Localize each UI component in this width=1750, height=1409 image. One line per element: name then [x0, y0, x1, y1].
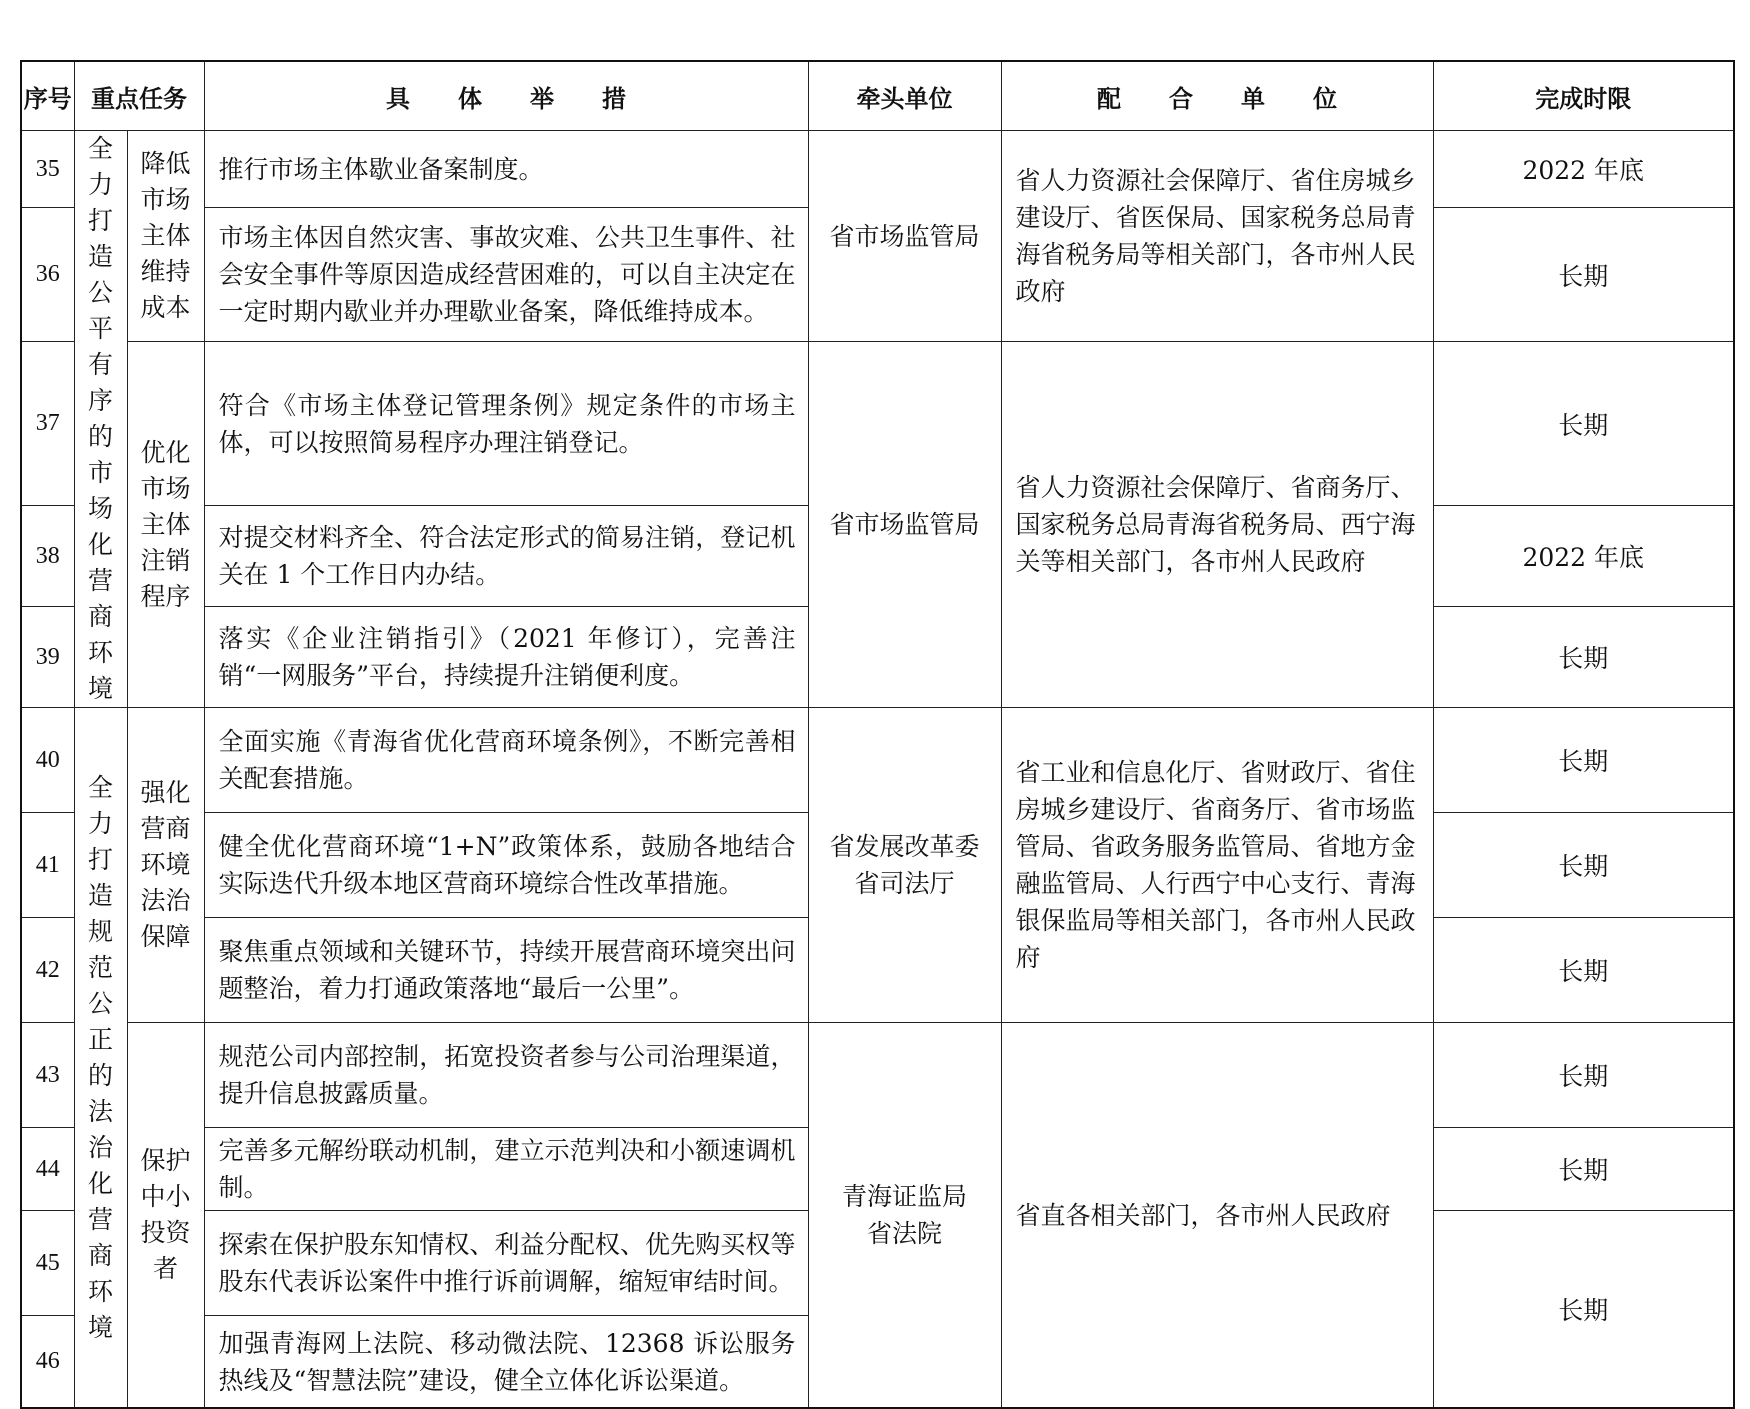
measure-cell: 推行市场主体歇业备案制度。	[204, 131, 808, 208]
table-row	[21, 708, 1734, 813]
deadline-cell: 长期	[1433, 813, 1734, 918]
lead-unit-cell: 省发展改革委 省司法厅	[808, 708, 1001, 1023]
measure-cell: 健全优化营商环境“1+N”政策体系，鼓励各地结合实际迭代升级本地区营商环境综合性改革措施。	[204, 813, 808, 918]
measure-cell: 规范公司内部控制，拓宽投资者参与公司治理渠道，提升信息披露质量。	[204, 1023, 808, 1128]
subtask-cell: 优化市场主体注销程序	[127, 342, 204, 708]
coop-unit-cell: 省工业和信息化厅、省财政厅、省住房城乡建设厅、省商务厅、省市场监管局、省政务服务监管局、省地方金融监管局、人行西宁中心支行、青海银保监局等相关部门，各市州人民政府	[1001, 708, 1433, 1023]
task-table-container	[20, 60, 1735, 1409]
measure-cell: 探索在保护股东知情权、利益分配权、优先购买权等股东代表诉讼案件中推行诉前调解，缩短审结时间。	[204, 1211, 808, 1316]
table-row	[21, 1023, 1734, 1128]
deadline-cell: 长期	[1433, 1211, 1734, 1409]
row-number: 46	[21, 1316, 74, 1409]
coop-unit-cell: 省人力资源社会保障厅、省商务厅、国家税务总局青海省税务局、西宁海关等相关部门，各市州人民政府	[1001, 342, 1433, 708]
deadline-cell: 长期	[1433, 918, 1734, 1023]
lead-unit-cell: 省市场监管局	[808, 131, 1001, 342]
measure-cell: 完善多元解纷联动机制，建立示范判决和小额速调机制。	[204, 1128, 808, 1211]
measure-cell: 落实《企业注销指引》（2021 年修订），完善注销“一网服务”平台，持续提升注销便利度。	[204, 607, 808, 708]
measure-cell: 加强青海网上法院、移动微法院、12368 诉讼服务热线及“智慧法院”建设，健全立体化诉讼渠道。	[204, 1316, 808, 1409]
measure-cell: 全面实施《青海省优化营商环境条例》，不断完善相关配套措施。	[204, 708, 808, 813]
subtask-cell: 降低市场主体维持成本	[127, 131, 204, 342]
measure-cell: 对提交材料齐全、符合法定形式的简易注销，登记机关在 1 个工作日内办结。	[204, 506, 808, 607]
row-number: 40	[21, 708, 74, 813]
row-number: 44	[21, 1128, 74, 1211]
deadline-cell: 长期	[1433, 208, 1734, 342]
coop-unit-cell: 省人力资源社会保障厅、省住房城乡建设厅、省医保局、国家税务总局青海省税务局等相关部门，各市州人民政府	[1001, 131, 1433, 342]
row-number: 42	[21, 918, 74, 1023]
header-measure: 具 体 举 措	[204, 61, 808, 131]
group-task-cell: 全力打造规范公正的法治化营商环境	[74, 708, 127, 1409]
deadline-cell: 长期	[1433, 1128, 1734, 1211]
header-num: 序号	[21, 61, 74, 131]
deadline-cell: 长期	[1433, 342, 1734, 506]
group-task-cell: 全力打造公平有序的市场化营商环境	[74, 131, 127, 708]
subtask-cell: 强化营商环境法治保障	[127, 708, 204, 1023]
lead-unit-cell: 省市场监管局	[808, 342, 1001, 708]
header-row	[21, 61, 1734, 131]
deadline-cell: 长期	[1433, 607, 1734, 708]
row-number: 37	[21, 342, 74, 506]
task-table	[20, 60, 1735, 1409]
header-coop: 配 合 单 位	[1001, 61, 1433, 131]
measure-cell: 符合《市场主体登记管理条例》规定条件的市场主体，可以按照简易程序办理注销登记。	[204, 342, 808, 506]
measure-cell: 聚焦重点领域和关键环节，持续开展营商环境突出问题整治，着力打通政策落地“最后一公里”。	[204, 918, 808, 1023]
row-number: 41	[21, 813, 74, 918]
header-time: 完成时限	[1433, 61, 1734, 131]
table-row	[21, 342, 1734, 506]
measure-cell: 市场主体因自然灾害、事故灾难、公共卫生事件、社会安全事件等原因造成经营困难的，可以自主决定在一定时期内歇业并办理歇业备案，降低维持成本。	[204, 208, 808, 342]
deadline-cell: 2022 年底	[1433, 506, 1734, 607]
deadline-cell: 长期	[1433, 1023, 1734, 1128]
lead-unit-cell: 青海证监局 省法院	[808, 1023, 1001, 1409]
coop-unit-cell: 省直各相关部门，各市州人民政府	[1001, 1023, 1433, 1409]
subtask-cell: 保护中小投资者	[127, 1023, 204, 1409]
row-number: 43	[21, 1023, 74, 1128]
row-number: 36	[21, 208, 74, 342]
row-number: 39	[21, 607, 74, 708]
deadline-cell: 2022 年底	[1433, 131, 1734, 208]
deadline-cell: 长期	[1433, 708, 1734, 813]
table-row	[21, 131, 1734, 208]
row-number: 45	[21, 1211, 74, 1316]
row-number: 35	[21, 131, 74, 208]
row-number: 38	[21, 506, 74, 607]
header-task: 重点任务	[74, 61, 204, 131]
header-lead: 牵头单位	[808, 61, 1001, 131]
